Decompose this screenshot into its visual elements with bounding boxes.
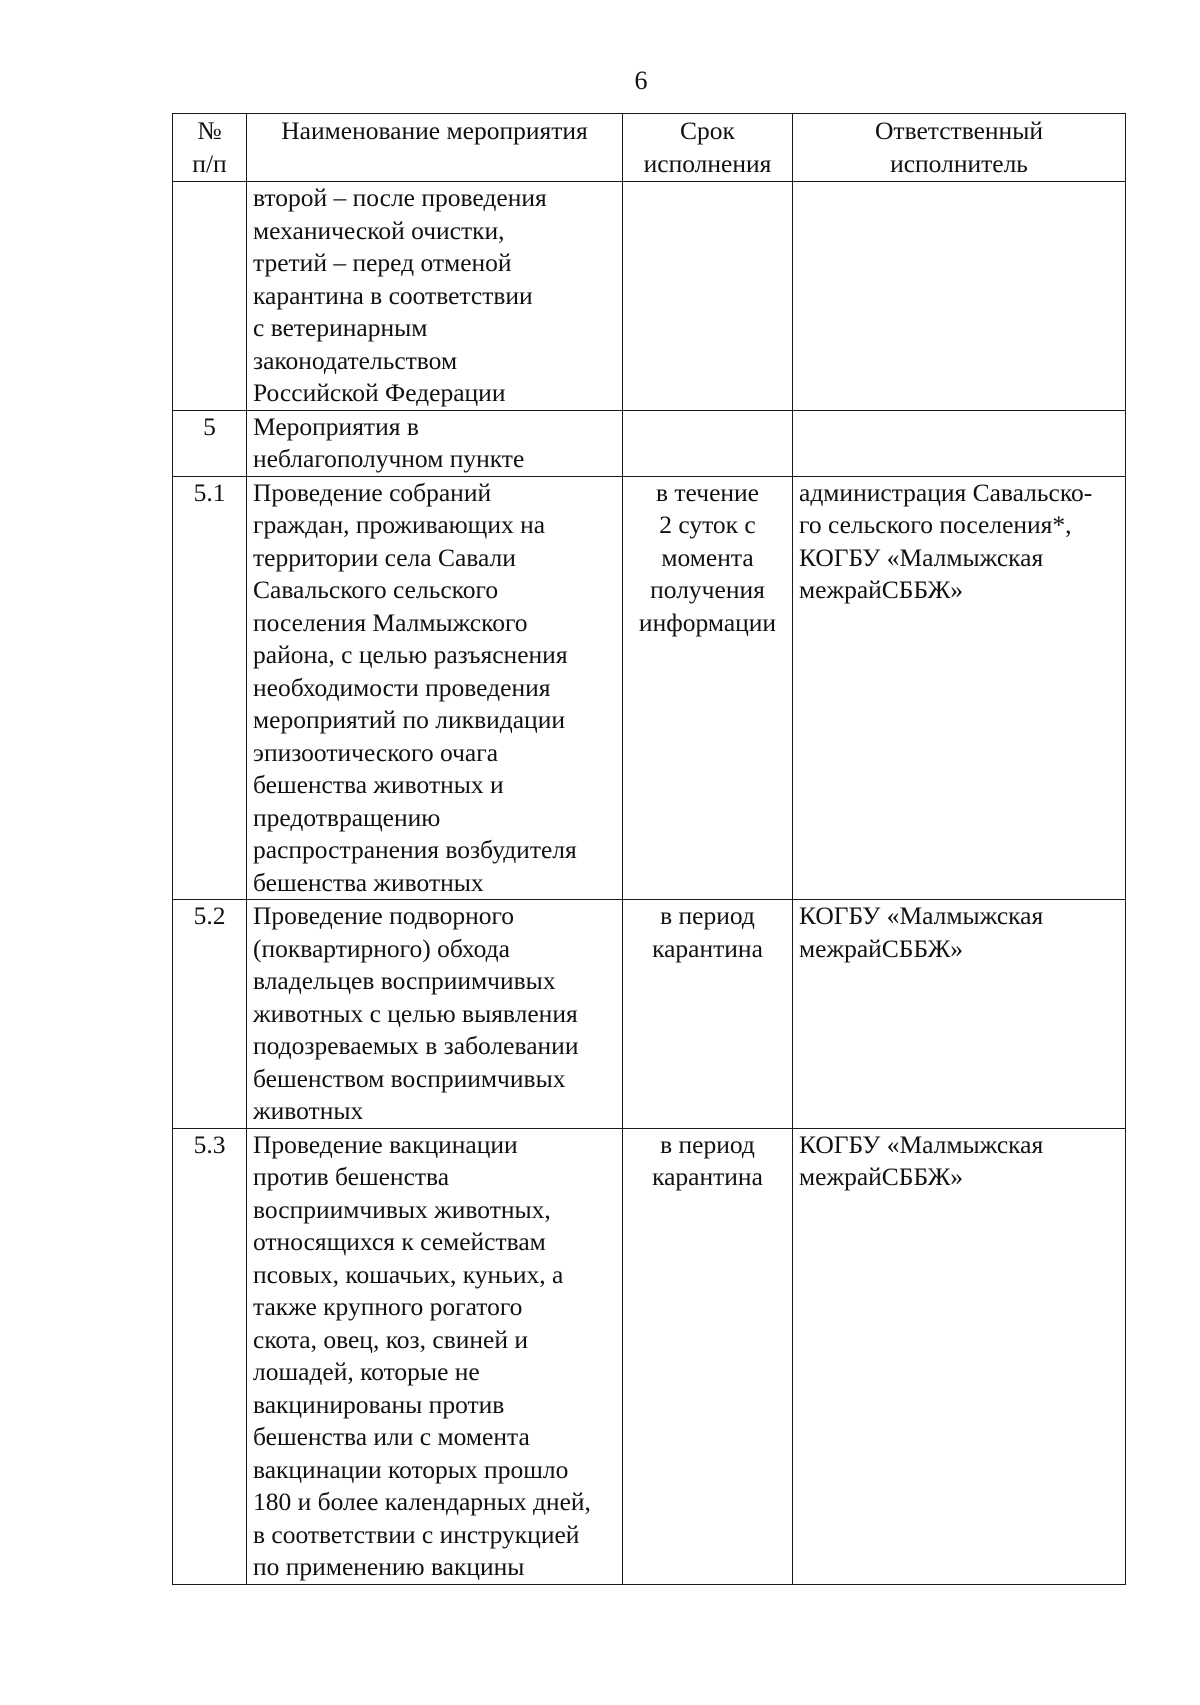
row-name: Проведение вакцинации против бешенства восприимчивых животных, относящихся к семействам псовых, кошачьих, куньих, а также крупного рогатого скота, овец, коз, свиней и лошадей, которые не вакцинированы против бешенства или с момента вакцинации которых прошло 180 и более календарных дней, в соответствии с инструкцией по применению вакцины — [247, 1128, 623, 1584]
row-num: 5.2 — [173, 900, 247, 1129]
measures-table — [172, 113, 1126, 1585]
row-term: в период карантина — [623, 900, 793, 1129]
row-responsible: КОГБУ «Малмыжская межрайСББЖ» — [793, 900, 1126, 1129]
row-name: второй – после проведения механической очистки, третий – перед отменой карантина в соответствии с ветеринарным законодательством Российской Федерации — [247, 182, 623, 411]
row-name: Проведение собраний граждан, проживающих на территории села Савали Савальского сельского поселения Малмыжского района, с целью разъяснения необходимости проведения мероприятий по ликвидации эпизоотического очага бешенства животных и предотвращению распространения возбудителя бешенства животных — [247, 476, 623, 900]
table-row — [173, 476, 1126, 900]
row-num — [173, 182, 247, 411]
header-row — [173, 114, 1126, 182]
row-term — [623, 182, 793, 411]
header-num: № п/п — [173, 114, 247, 182]
header-name: Наименование мероприятия — [247, 114, 623, 182]
table-body — [173, 182, 1126, 1585]
header-term: Срок исполнения — [623, 114, 793, 182]
table-row — [173, 410, 1126, 476]
row-term: в течение 2 суток с момента получения информации — [623, 476, 793, 900]
table-row — [173, 1128, 1126, 1584]
row-responsible: администрация Савальско- го сельского поселения*, КОГБУ «Малмыжская межрайСББЖ» — [793, 476, 1126, 900]
row-responsible: КОГБУ «Малмыжская межрайСББЖ» — [793, 1128, 1126, 1584]
row-responsible — [793, 182, 1126, 411]
row-term — [623, 410, 793, 476]
table-row — [173, 182, 1126, 411]
row-num: 5 — [173, 410, 247, 476]
row-term: в период карантина — [623, 1128, 793, 1584]
row-responsible — [793, 410, 1126, 476]
row-num: 5.3 — [173, 1128, 247, 1584]
table-header — [173, 114, 1126, 182]
table-row — [173, 900, 1126, 1129]
row-num: 5.1 — [173, 476, 247, 900]
row-name: Мероприятия в неблагополучном пункте — [247, 410, 623, 476]
header-responsible: Ответственный исполнитель — [793, 114, 1126, 182]
row-name: Проведение подворного (поквартирного) обхода владельцев восприимчивых животных с целью выявления подозреваемых в заболевании бешенством восприимчивых животных — [247, 900, 623, 1129]
page-number: 6 — [634, 66, 648, 95]
